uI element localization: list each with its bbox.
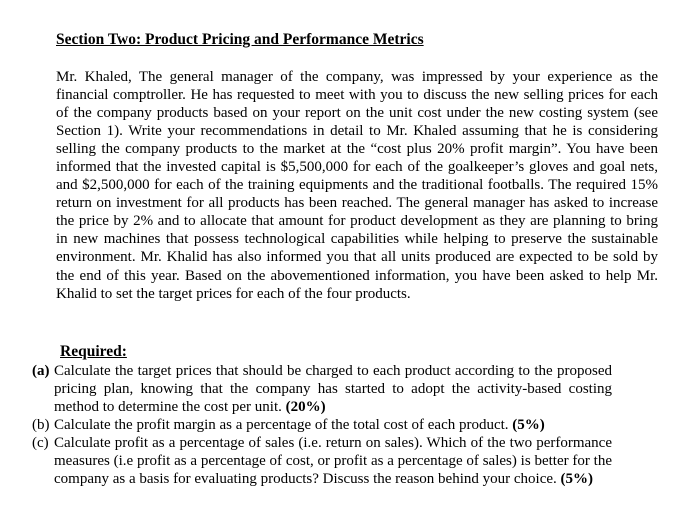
required-item-c (32, 434, 612, 488)
required-list (32, 362, 612, 488)
required-item-b (32, 416, 612, 434)
item-text: Calculate the target prices that should be charged to each product according to the proposed pricing plan, knowing that the company has started to adopt the activity-based costing method to determine the cost per unit. (54, 363, 612, 416)
required-item-a (32, 362, 612, 416)
item-marker: (b) (32, 417, 50, 434)
required-heading: Required: (60, 343, 127, 360)
item-text: Calculate profit as a percentage of sales (i.e. return on sales). Which of the two performance measures (i.e profit as a percentage of cost, or profit as a percentage of sales) is better for the company as a basis for evaluating products? Discuss the reason behind your choice. (54, 435, 612, 488)
item-text: Calculate the profit margin as a percentage of the total cost of each product. (54, 417, 513, 434)
item-weight: (20%) (285, 399, 326, 416)
item-marker: (a) (32, 363, 50, 379)
item-weight: (5%) (512, 417, 545, 434)
item-marker: (c) (32, 435, 49, 452)
section-paragraph: Mr. Khaled, The general manager of the company, was impressed by your experience as the financial comptroller. He has requested to meet with you to discuss the new selling prices for each of the company products based on your report on the unit cost under the new costing system (see Section 1). Write your recommendations in detail to Mr. Khaled assuming that he is considering selling the company products to the market at the “cost plus 20% profit margin”. You have been informed that the invested capital is $5,500,000 for each of the goalkeeper’s gloves and goal nets, and $2,500,000 for each of the training equipments and the traditional footballs. The required 15% return on investment for all products has been reached. The general manager has asked to increase the price by 2% and to allocate that amount for product development as they are planning to bring in new machines that possess technological capabilities while helping to preserve the sustainable environment. Mr. Khalid has also informed you that all units produced are expected to be sold by the end of this year. Based on the abovementioned information, you have been asked to help Mr. Khalid to set the target prices for each of the four products. (56, 69, 658, 302)
section-title: Section Two: Product Pricing and Performance Metrics (56, 31, 424, 48)
item-weight: (5%) (560, 471, 594, 488)
